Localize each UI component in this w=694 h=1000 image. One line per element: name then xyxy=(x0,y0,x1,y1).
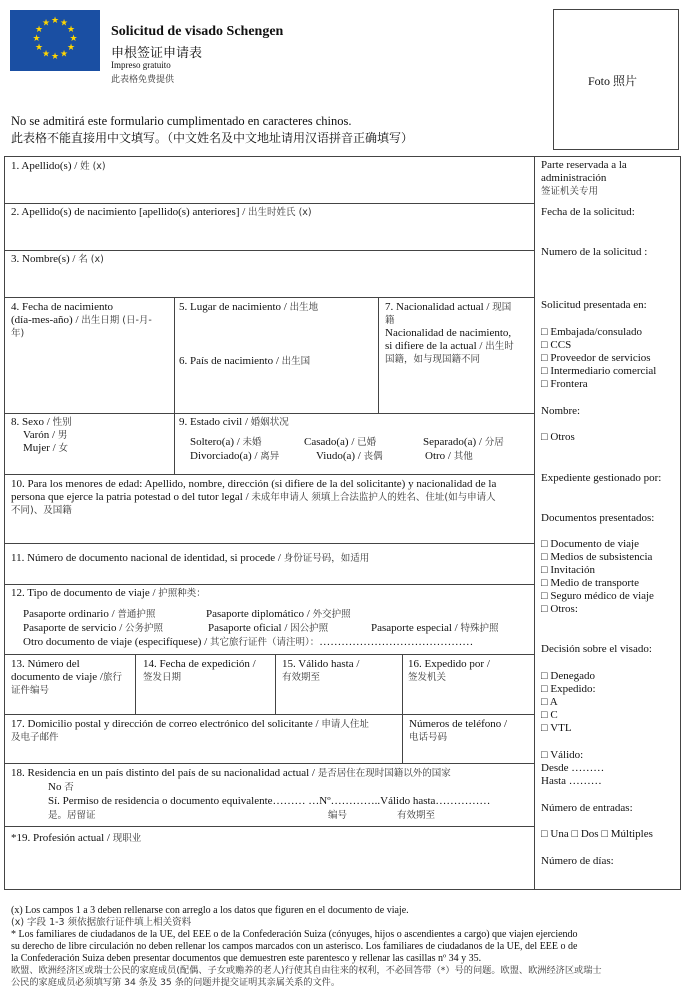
svg-text:★: ★ xyxy=(59,49,69,60)
notice-zh: 此表格不能直接用中文填写。（中文姓名及中文地址请用汉语拼音正确填写） xyxy=(11,131,414,145)
field-sex[interactable]: 8. Sexo / 性别 Varón / 男 Mujer / 女 xyxy=(11,416,72,454)
field-surname[interactable]: 1. Apellido(s) / 姓 (x) xyxy=(11,160,106,172)
admin-embassy-checkbox[interactable]: □ Embajada/consulado xyxy=(541,326,643,338)
option-special-passport[interactable]: Pasaporte especial / 特殊护照 xyxy=(371,622,499,634)
admin-type-a-checkbox[interactable]: □ A xyxy=(541,696,558,708)
field-issue-date[interactable]: 14. Fecha de expedición / 签发日期 xyxy=(143,658,256,683)
admin-name-label: Nombre: xyxy=(541,405,581,417)
svg-text:★: ★ xyxy=(59,18,69,29)
free-form-label-zh: 此表格免费提供 xyxy=(111,75,175,85)
free-form-label: Impreso gratuito xyxy=(111,60,171,70)
svg-text:★: ★ xyxy=(50,52,60,62)
field-birth-surname[interactable]: 2. Apellido(s) de nacimiento [apellido(s) anteriores] / 出生时姓氏 (x) xyxy=(11,206,312,218)
admin-valid-from: Desde ……… xyxy=(541,762,605,774)
svg-text:★: ★ xyxy=(34,43,44,53)
admin-others-checkbox[interactable]: □ Otros xyxy=(541,431,575,443)
field-phone-numbers[interactable]: Números de teléfono / 电话号码 xyxy=(409,718,508,743)
admin-provider-checkbox[interactable]: □ Proveedor de servicios xyxy=(541,352,651,364)
admin-decision-label: Decisión sobre el visado: xyxy=(541,643,652,655)
option-widowed[interactable]: Viudo(a) / 丧偶 xyxy=(316,450,383,462)
field-travel-doc-number[interactable]: 13. Número del documento de viaje /旅行 证件编号 xyxy=(11,658,122,696)
field-valid-until[interactable]: 15. Válido hasta / 有效期至 xyxy=(282,658,360,683)
option-official-passport[interactable]: Pasaporte oficial / 因公护照 xyxy=(208,622,329,634)
admin-doc-travel-checkbox[interactable]: □ Documento de viaje xyxy=(541,538,639,550)
admin-ccs-checkbox[interactable]: □ CCS xyxy=(541,339,572,351)
option-residence-yes[interactable]: Sí. Permiso de residencia o documento equivalente……… …Nº…………..Válido hasta…………… xyxy=(48,795,491,807)
admin-type-c-checkbox[interactable]: □ C xyxy=(541,709,558,721)
svg-text:★: ★ xyxy=(41,49,51,60)
field-occupation[interactable]: *19. Profesión actual / 现职业 xyxy=(11,832,142,844)
field-guardian[interactable]: 10. Para los menores de edad: Apellido, nombre, dirección (si difiere de la del solicitante) y nacionalidad de la persona que ejerce la patria potestad o del tutor legal / 未成年申请人 须填上合法监护人的姓名、住址(如与申请人 不同)、及国籍 xyxy=(11,478,497,516)
field-national-id[interactable]: 11. Número de documento nacional de identidad, si procede / 身份证号码，如适用 xyxy=(11,552,370,564)
residence-valid-zh: 有效期至 xyxy=(397,810,436,821)
field-country-of-birth[interactable]: 6. País de nacimiento / 出生国 xyxy=(179,355,311,367)
field-nationality[interactable]: 7. Nacionalidad actual / 现国 籍 Nacionalidad de nacimiento, si difiere de la actual / 出生时 国籍，如与现国籍不同 xyxy=(385,301,514,365)
admin-application-date: Fecha de la solicitud: xyxy=(541,206,635,218)
option-separated[interactable]: Separado(a) / 分居 xyxy=(423,436,504,448)
svg-text:★: ★ xyxy=(50,16,60,26)
option-other-status[interactable]: Otro / 其他 xyxy=(425,450,473,462)
option-diplomatic-passport[interactable]: Pasaporte diplomático / 外交护照 xyxy=(206,608,351,620)
svg-text:★: ★ xyxy=(69,34,78,44)
admin-intermediary-checkbox[interactable]: □ Intermediario comercial xyxy=(541,365,657,377)
admin-application-number: Numero de la solicitud : xyxy=(541,246,648,258)
admin-days-label: Número de días: xyxy=(541,855,614,867)
admin-doc-invitation-checkbox[interactable]: □ Invitación xyxy=(541,564,595,576)
option-ordinary-passport[interactable]: Pasaporte ordinario / 普通护照 xyxy=(23,608,156,620)
option-male[interactable]: Varón / 男 xyxy=(23,429,68,441)
svg-text:★: ★ xyxy=(34,25,44,35)
admin-handled-by: Expediente gestionado por: xyxy=(541,472,662,484)
field-first-name[interactable]: 3. Nombre(s) / 名 (x) xyxy=(11,253,104,265)
admin-valid-checkbox[interactable]: □ Válido: xyxy=(541,749,584,761)
admin-refused-checkbox[interactable]: □ Denegado xyxy=(541,670,595,682)
photo-box xyxy=(553,9,679,150)
option-female[interactable]: Mujer / 女 xyxy=(23,442,68,454)
admin-lodged-at: Solicitud presentada en: xyxy=(541,299,647,311)
admin-entries-label: Número de entradas: xyxy=(541,802,633,814)
field-issued-by[interactable]: 16. Expedido por / 签发机关 xyxy=(408,658,490,683)
option-divorced[interactable]: Divorciado(a) / 离异 xyxy=(190,450,280,462)
photo-label: Foto 照片 xyxy=(588,74,638,88)
admin-doc-insurance-checkbox[interactable]: □ Seguro médico de viaje xyxy=(541,590,654,602)
field-home-address[interactable]: 17. Domicilio postal y dirección de correo electrónico del solicitante / 申请人住址 及电子邮件 xyxy=(11,718,369,743)
admin-documents-label: Documentos presentados: xyxy=(541,512,655,524)
admin-doc-means-checkbox[interactable]: □ Medios de subsistencia xyxy=(541,551,653,563)
admin-type-vtl-checkbox[interactable]: □ VTL xyxy=(541,722,572,734)
field-civil-status: 9. Estado civil / 婚姻状况 xyxy=(179,416,289,428)
admin-doc-other-checkbox[interactable]: □ Otros: xyxy=(541,603,578,615)
eu-flag-logo xyxy=(10,10,100,71)
form-title: Solicitud de visado Schengen xyxy=(111,24,284,39)
admin-doc-transport-checkbox[interactable]: □ Medio de transporte xyxy=(541,577,639,589)
field-travel-doc-type: 12. Tipo de documento de viaje / 护照种类： xyxy=(11,587,206,599)
option-service-passport[interactable]: Pasaporte de servicio / 公务护照 xyxy=(23,622,164,634)
eu-flag-stars xyxy=(10,10,100,71)
option-residence-no[interactable]: No 否 xyxy=(48,781,74,793)
notice-es: No se admitirá este formulario cumplimentado en caracteres chinos. xyxy=(11,114,352,128)
field-place-of-birth[interactable]: 5. Lugar de nacimiento / 出生地 xyxy=(179,301,319,313)
admin-entries-options[interactable]: □ Una □ Dos □ Múltiples xyxy=(541,828,653,840)
residence-permit-zh: 是。居留证 xyxy=(48,810,96,821)
svg-text:★: ★ xyxy=(66,43,76,53)
residence-number-zh: 编号 xyxy=(328,810,348,821)
option-married[interactable]: Casado(a) / 已婚 xyxy=(304,436,377,448)
field-date-of-birth[interactable]: 4. Fecha de nacimiento (día-mes-año) / 出生日期 (日-月- 年) xyxy=(11,301,152,339)
option-single[interactable]: Soltero(a) / 未婚 xyxy=(190,436,262,448)
svg-text:★: ★ xyxy=(41,18,51,29)
admin-issued-checkbox[interactable]: □ Expedido: xyxy=(541,683,596,695)
svg-text:★: ★ xyxy=(66,25,76,35)
footer-notes: (x) Los campos 1 a 3 deben rellenarse con arreglo a los datos que figuren en el documento de viaje. (x) 字段 1-3 须依据旅行证件填上相关资料 * Los familiares de ciudadanos de la UE, del EEE o de la Confederación Suiza (cónyuges, hijos o ascendientes a cargo) que viajen ejerciendo su derecho de libre circulación no deben rellenar los campos marcados con un asterisco. Los familiares de ciudadanos de la UE, del EEE o de la Confederación Suiza deben presentar documentos que demuestren este parentesco y rellenar las casillas nº 34 y 35. 欧盟、欧洲经济区或瑞士公民的家庭成员(配偶、子女或赡养的老人)行使其自由往来的权利，不必回答带（*）号的问题。欧盟、欧洲经济区或瑞士 公民的家庭成员必须填写第 34 条及 35 条的问题并提交证明其亲属关系的文件。 xyxy=(11,905,602,988)
admin-border-checkbox[interactable]: □ Frontera xyxy=(541,378,588,390)
form-title-zh: 申根签证申请表 xyxy=(111,46,203,61)
option-other-travel-doc[interactable]: Otro documento de viaje (especifíquese) / 其它旅行证件（请注明）：…………………………………… xyxy=(23,636,474,648)
svg-text:★: ★ xyxy=(32,34,41,44)
admin-section: Parte reservada a la administración 签证机关专用 xyxy=(541,159,627,197)
field-residence-other-country: 18. Residencia en un país distinto del país de su nacionalidad actual / 是否居住在现时国籍以外的国家 xyxy=(11,767,451,779)
admin-valid-until: Hasta ……… xyxy=(541,775,602,787)
